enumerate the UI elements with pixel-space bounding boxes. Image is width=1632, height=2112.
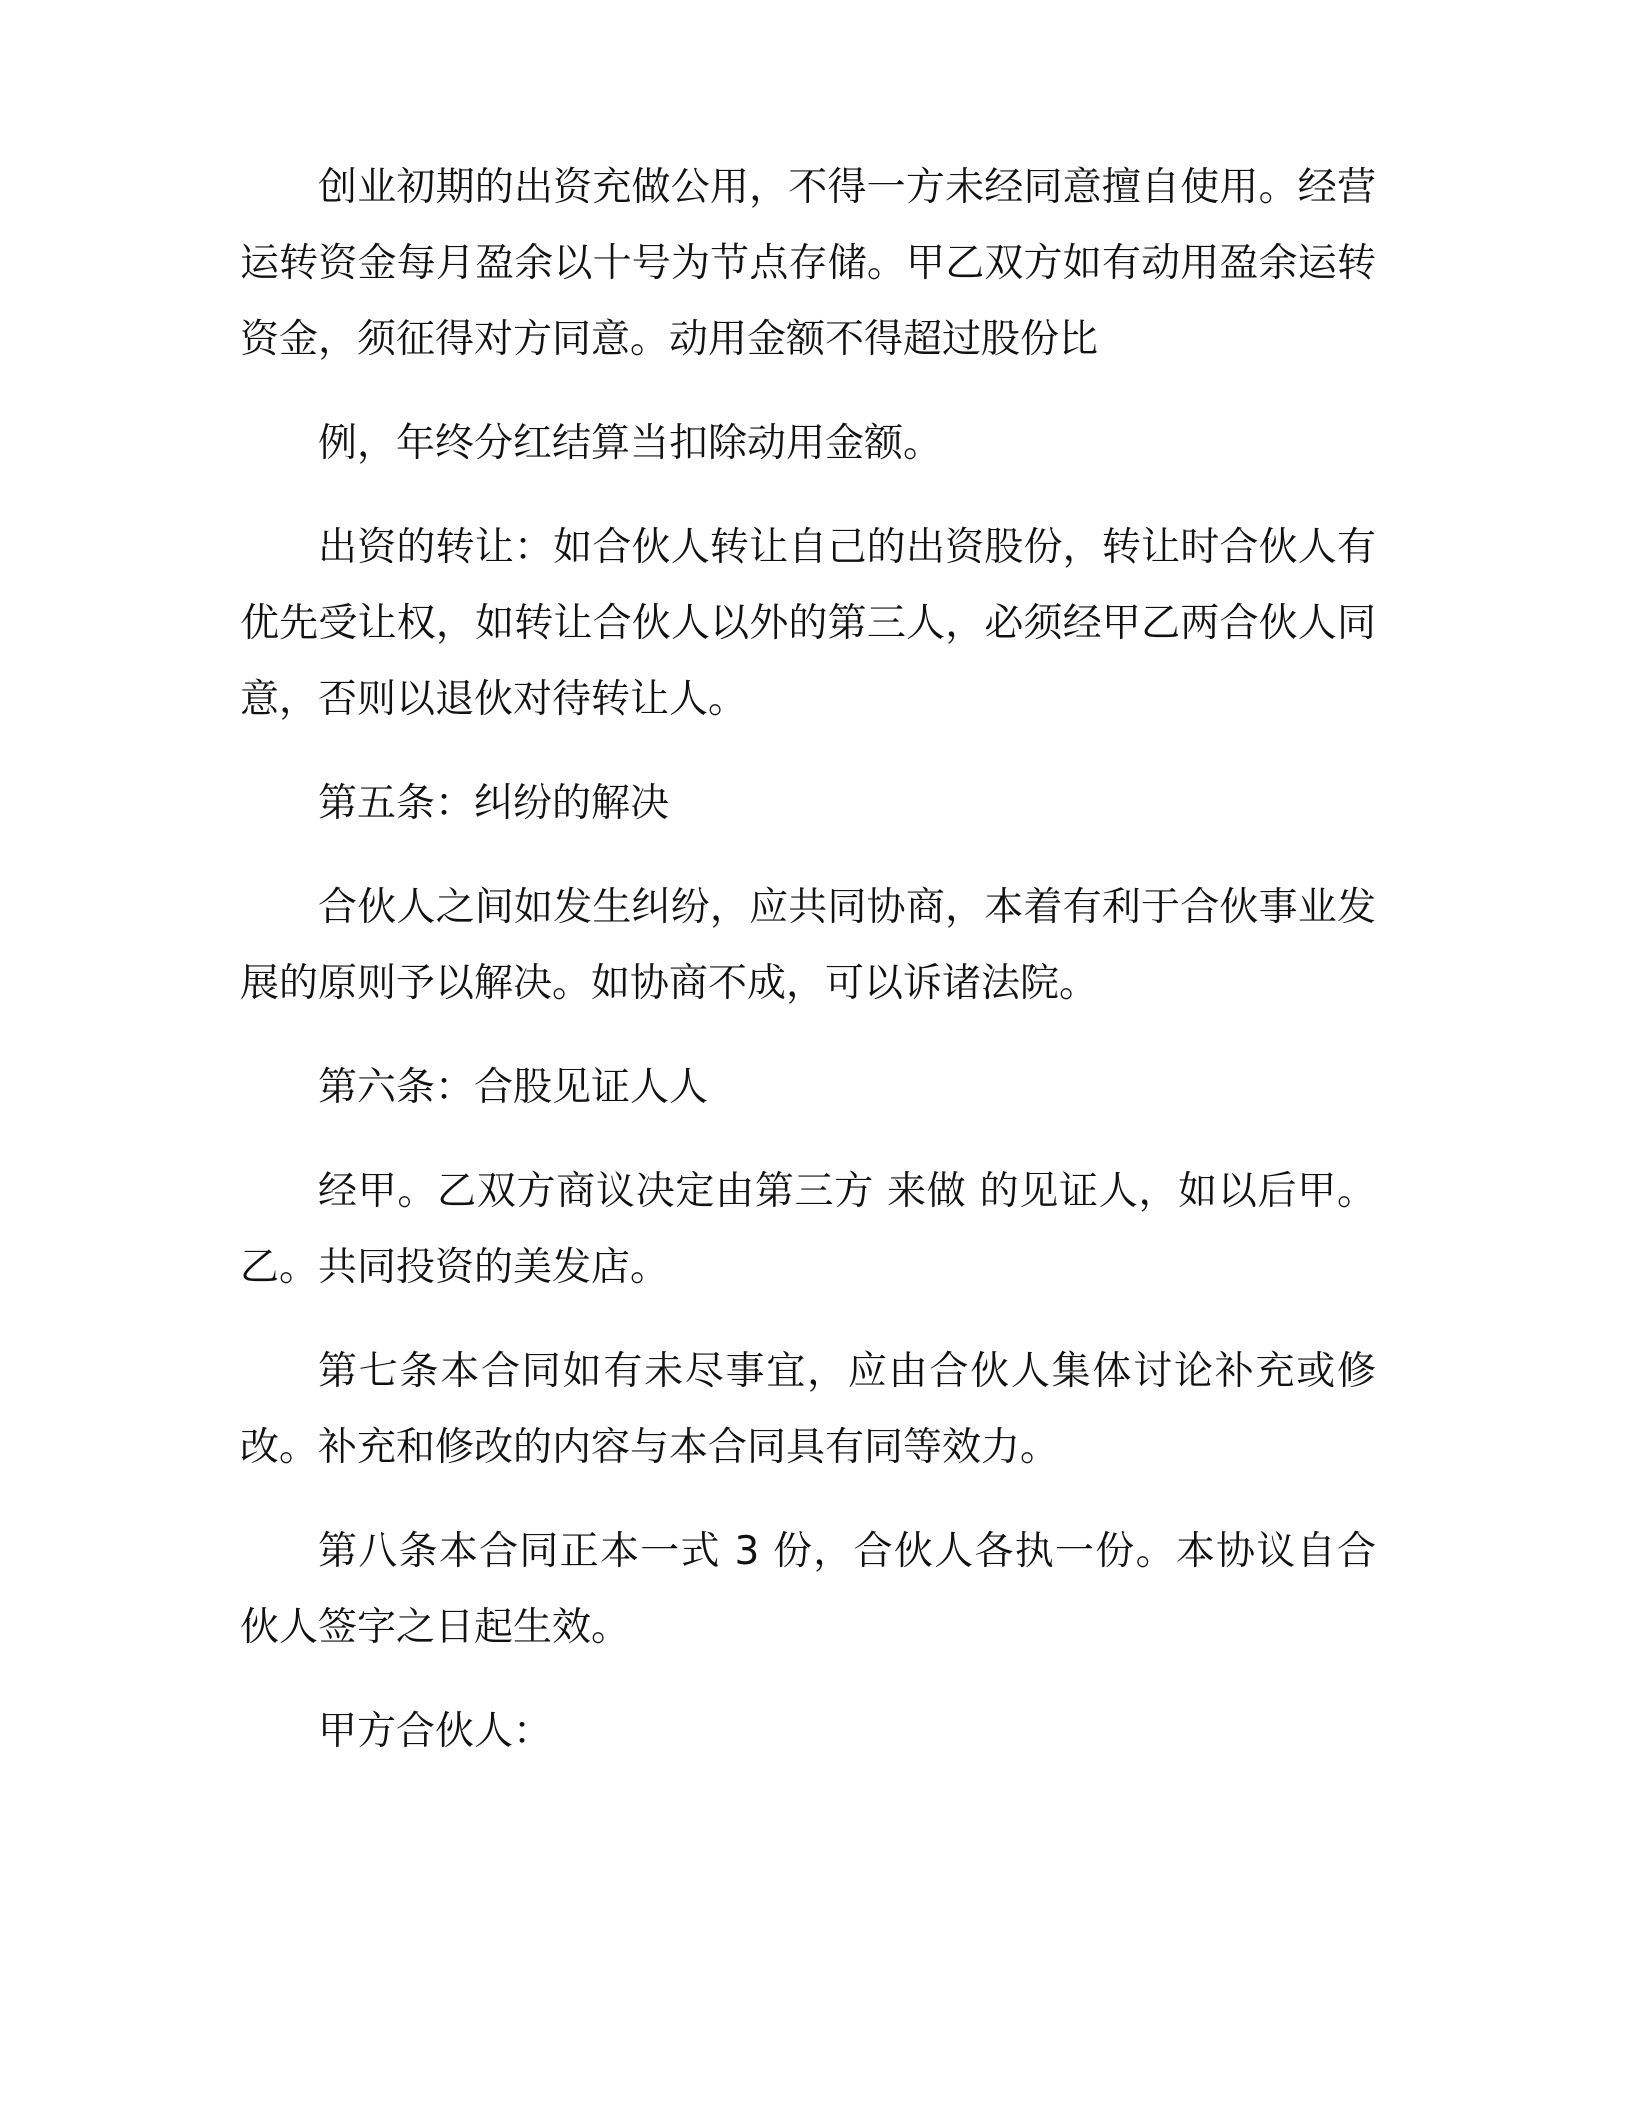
paragraph-article-7: 第七条本合同如有未尽事宜，应由合伙人集体讨论补充或修改。补充和修改的内容与本合同具有同等效力。	[240, 1349, 1376, 1470]
paragraph-dividend-deduction: 例，年终分红结算当扣除动用金额。	[318, 421, 943, 466]
signature-party-a: 甲方合伙人：	[318, 1709, 553, 1754]
paragraph-article-8: 第八条本合同正本一式 3 份，合伙人各执一份。本协议自合伙人签字之日起生效。	[240, 1529, 1376, 1650]
paragraph-dispute-resolution: 合伙人之间如发生纠纷，应共同协商，本着有利于合伙事业发展的原则予以解决。如协商不成，可以诉诸法院。	[240, 885, 1376, 1006]
paragraph-capital-transfer: 出资的转让：如合伙人转让自己的出资股份，转让时合伙人有优先受让权，如转让合伙人以外的第三人，必须经甲乙两合伙人同意，否则以退伙对待转让人。	[240, 525, 1376, 722]
heading-article-5: 第五条：纠纷的解决	[318, 781, 670, 826]
document-page	[240, 150, 1376, 1770]
heading-article-6: 第六条：合股见证人人	[318, 1065, 709, 1110]
paragraph-witness: 经甲。乙双方商议决定由第三方 来做 的见证人，如以后甲。乙。共同投资的美发店。	[240, 1169, 1376, 1290]
paragraph-capital-usage: 创业初期的出资充做公用，不得一方未经同意擅自使用。经营运转资金每月盈余以十号为节点存储。甲乙双方如有动用盈余运转资金，须征得对方同意。动用金额不得超过股份比	[240, 165, 1376, 362]
